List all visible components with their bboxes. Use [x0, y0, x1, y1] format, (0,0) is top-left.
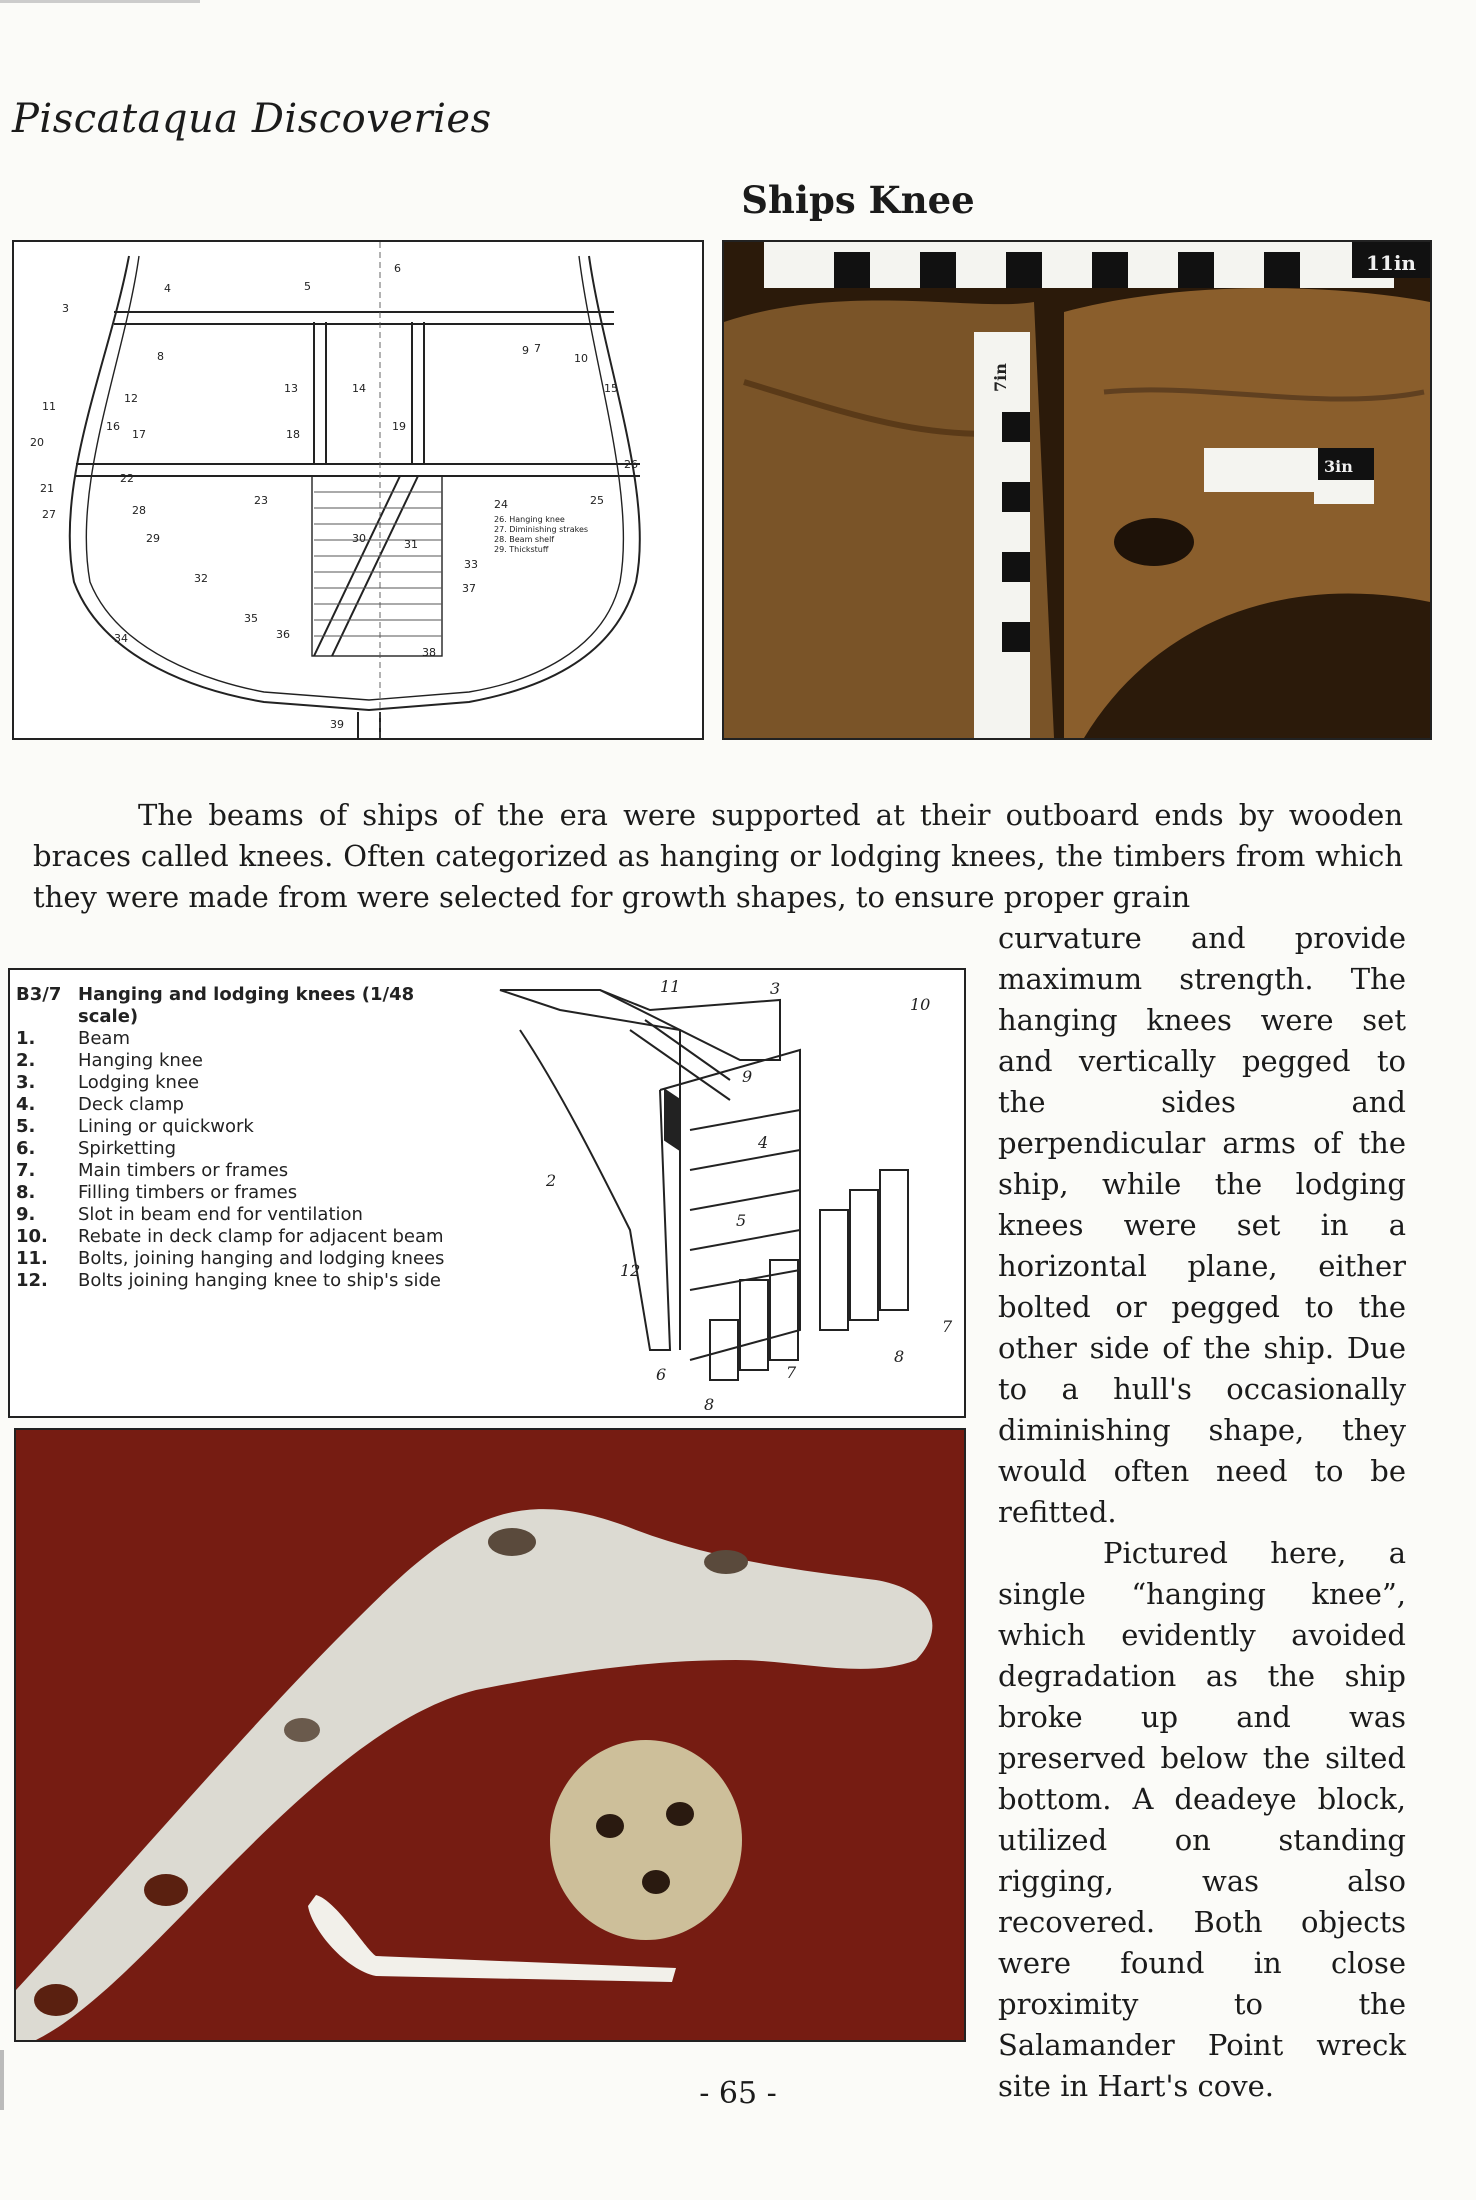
page-title: Ships Knee [741, 178, 975, 222]
legend-item: 2. Hanging knee [16, 1050, 203, 1071]
svg-text:2: 2 [546, 1171, 557, 1190]
side-paragraph-1: curvature and provide maximum strength. The hanging knees were set and vertically pegged to the sides and perpendicular arms of the ship, while the lodging knees were set in a horizontal plane, either bolted or pegged to the other side of the ship. Due to a hull's occasionally diminishing shape, they would often need to be refitted. [998, 921, 1406, 1529]
svg-text:7in: 7in [991, 363, 1010, 392]
svg-text:31: 31 [404, 538, 418, 551]
svg-text:36: 36 [276, 628, 290, 641]
intro-paragraph: The beams of ships of the era were supported at their outboard ends by wooden braces called knees. Often categorized as hanging or lodging knees, the timbers from which they were made from were selected for growth shapes, to ensure proper grain [33, 798, 1403, 914]
legend-item: 9. Slot in beam end for ventilation [16, 1204, 363, 1225]
svg-text:11in: 11in [1366, 251, 1416, 275]
svg-text:3in: 3in [1324, 457, 1353, 476]
svg-text:21: 21 [40, 482, 54, 495]
svg-text:23: 23 [254, 494, 268, 507]
svg-text:27: 27 [42, 508, 56, 521]
scan-margin-mark [0, 2050, 4, 2110]
legend-item: 3. Lodging knee [16, 1072, 200, 1093]
knees-diagram-drawing [480, 970, 964, 1416]
svg-text:7: 7 [786, 1363, 797, 1382]
svg-text:10: 10 [574, 352, 588, 365]
legend-item: 7. Main timbers or frames [16, 1160, 289, 1181]
svg-text:4: 4 [164, 282, 171, 295]
svg-text:12: 12 [124, 392, 138, 405]
svg-text:7: 7 [942, 1317, 953, 1336]
svg-text:15: 15 [604, 382, 618, 395]
svg-text:16: 16 [106, 420, 120, 433]
svg-text:4: 4 [758, 1133, 769, 1152]
legend-item: 8. Filling timbers or frames [16, 1182, 298, 1203]
svg-text:11: 11 [42, 400, 56, 413]
svg-text:9: 9 [522, 344, 529, 357]
legend-item: 5. Lining or quickwork [16, 1116, 254, 1137]
artifacts-photo-drawing [16, 1430, 964, 2040]
svg-text:17: 17 [132, 428, 146, 441]
svg-text:3: 3 [770, 979, 781, 998]
svg-text:10: 10 [910, 995, 931, 1014]
knee-photo [722, 240, 1432, 740]
scan-edge [0, 0, 200, 3]
hull-cross-section-figure [12, 240, 704, 740]
svg-text:8: 8 [157, 350, 164, 363]
svg-text:6: 6 [394, 262, 401, 275]
svg-text:11: 11 [660, 977, 681, 996]
svg-text:29. Thickstuff: 29. Thickstuff [494, 545, 549, 554]
svg-text:32: 32 [194, 572, 208, 585]
hull-cross-section-drawing [14, 242, 702, 738]
svg-text:33: 33 [464, 558, 478, 571]
svg-text:28. Beam shelf: 28. Beam shelf [494, 535, 555, 544]
artifacts-photo [14, 1428, 966, 2042]
svg-text:5: 5 [736, 1211, 747, 1230]
svg-text:24: 24 [494, 498, 508, 511]
svg-text:5: 5 [304, 280, 311, 293]
legend-item: 11. Bolts, joining hanging and lodging knees [16, 1248, 445, 1269]
svg-text:8: 8 [894, 1347, 905, 1366]
svg-text:14: 14 [352, 382, 366, 395]
svg-text:19: 19 [392, 420, 406, 433]
svg-text:8: 8 [704, 1395, 715, 1414]
svg-text:20: 20 [30, 436, 44, 449]
legend-item: 6. Spirketting [16, 1138, 177, 1159]
svg-text:3: 3 [62, 302, 69, 315]
caption-id: B3/7 [16, 984, 62, 1005]
svg-text:34: 34 [114, 632, 128, 645]
svg-text:6: 6 [656, 1365, 667, 1384]
svg-text:39: 39 [330, 718, 344, 731]
svg-text:22: 22 [120, 472, 134, 485]
svg-text:26. Hanging knee: 26. Hanging knee [494, 515, 565, 524]
side-paragraph-2: Pictured here, a single “hanging knee”, which evidently avoided degradation as the ship broke up and was preserved below the silted bottom. A deadeye block, utilized on standing rigging, was also recovered. Both objects were found in close proximity to the Salamander Point wreck site in Hart's cove. [998, 1536, 1406, 2103]
svg-text:35: 35 [244, 612, 258, 625]
legend-item: 12. Bolts joining hanging knee to ship's side [16, 1270, 441, 1291]
legend-item: 4. Deck clamp [16, 1094, 184, 1115]
svg-text:13: 13 [284, 382, 298, 395]
svg-text:18: 18 [286, 428, 300, 441]
svg-text:25: 25 [590, 494, 604, 507]
page-number: - 65 - [699, 2076, 777, 2111]
legend-item: 10. Rebate in deck clamp for adjacent beam [16, 1226, 444, 1247]
svg-text:38: 38 [422, 646, 436, 659]
knees-diagram-figure [8, 968, 966, 1418]
svg-text:29: 29 [146, 532, 160, 545]
knee-photo-drawing [724, 242, 1430, 738]
svg-text:27. Diminishing strakes: 27. Diminishing strakes [494, 525, 589, 534]
svg-text:26: 26 [624, 458, 638, 471]
svg-text:7: 7 [534, 342, 541, 355]
hull-legend [494, 515, 588, 554]
side-column-text [998, 918, 1406, 2107]
svg-text:37: 37 [462, 582, 476, 595]
knees-legend [16, 984, 476, 1292]
svg-text:12: 12 [620, 1261, 641, 1280]
running-head: Piscataqua Discoveries [12, 96, 492, 142]
svg-text:30: 30 [352, 532, 366, 545]
legend-item: 1. Beam [16, 1028, 130, 1049]
caption-title: Hanging and lodging knees (1/48 scale) [78, 984, 415, 1027]
svg-text:9: 9 [742, 1067, 753, 1086]
svg-text:28: 28 [132, 504, 146, 517]
